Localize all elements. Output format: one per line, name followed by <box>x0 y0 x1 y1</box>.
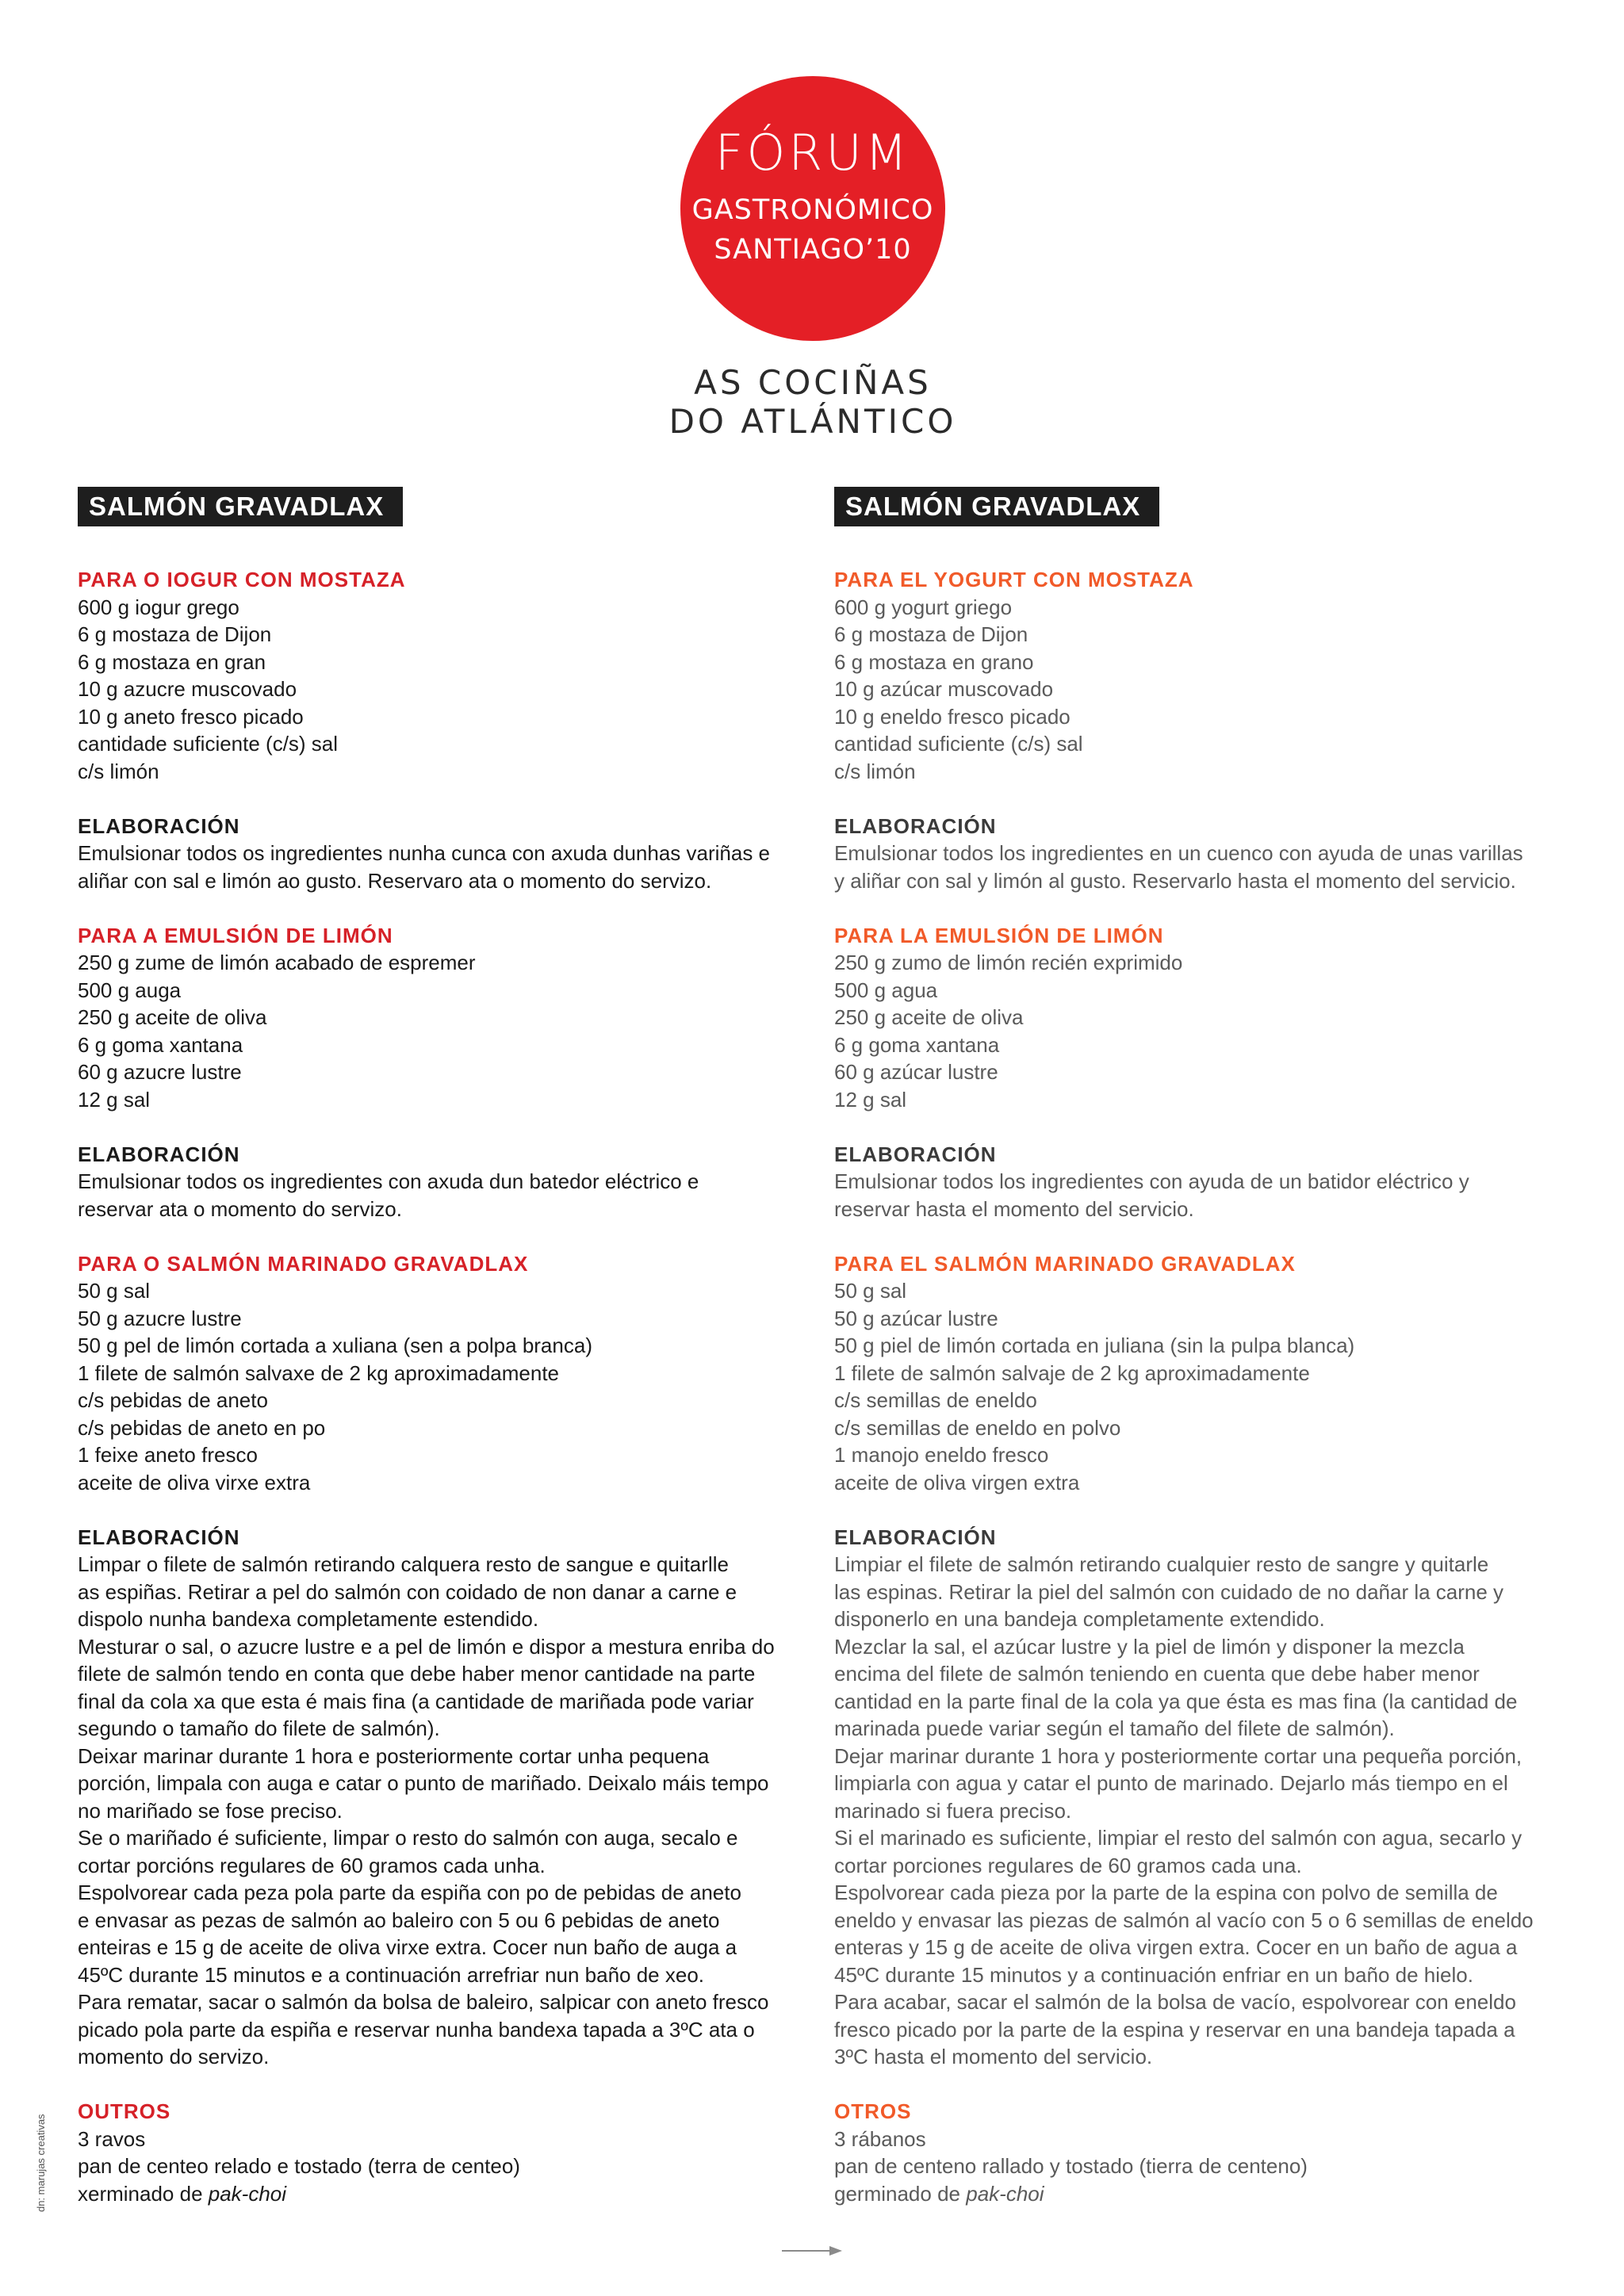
method-line: as espiñas. Retirar a pel do salmón con coidado de non danar a carne e <box>78 1579 737 1604</box>
section-heading: PARA LA EMULSIÓN DE LIMÓN <box>834 923 1164 947</box>
section-gap <box>78 894 839 922</box>
method-line: eneldo y envasar las piezas de salmón al vacío con 5 o 6 semillas de eneldo <box>834 1908 1534 1932</box>
method-line: final da cola xa que esta é mais fina (a cantidade de mariñada pode variar <box>78 1689 754 1713</box>
method-line: cantidad en la parte final de la cola ya que ésta es mas fina (la cantidad de <box>834 1689 1518 1713</box>
ingredient-line <box>78 2180 839 2208</box>
section-heading: PARA EL SALMÓN MARINADO GRAVADLAX <box>834 1251 1296 1276</box>
ingredient-line: aceite de oliva virgen extra <box>834 1470 1080 1494</box>
logo-forum-text: FÓRUM <box>714 124 911 182</box>
method-line: dispolo nunha bandexa completamente estendido. <box>78 1607 539 1631</box>
section-gap <box>834 1496 1595 1524</box>
ingredient-line: 1 manojo eneldo fresco <box>834 1443 1049 1467</box>
section-gap <box>834 2071 1595 2099</box>
ingredient-line: 250 g zume de limón acabado de espremer <box>78 951 476 974</box>
ingredient-italic-text: pak-choi <box>966 2181 1044 2206</box>
ingredient-line: 60 g azúcar lustre <box>834 1060 998 1084</box>
ingredient-text: germinado de <box>834 2181 967 2206</box>
method-line: momento do servizo. <box>78 2045 270 2068</box>
method-line: cortar porciones regulares de 60 gramos cada una. <box>834 1853 1302 1877</box>
ingredient-line: c/s semillas de eneldo en polvo <box>834 1415 1121 1440</box>
section-heading: OTROS <box>834 2099 912 2123</box>
method-heading: ELABORACIÓN <box>834 813 997 838</box>
section-gap <box>834 1223 1595 1250</box>
method-heading: ELABORACIÓN <box>78 1142 240 1166</box>
method-line: disponerlo en una bandeja completamente extendido. <box>834 1607 1325 1631</box>
ingredient-line: 600 g iogur grego <box>78 595 239 619</box>
section-gap <box>78 785 839 813</box>
method-line: las espinas. Retirar la piel del salmón con cuidado de no dañar la carne y <box>834 1579 1504 1604</box>
recipe-title-bar: SALMÓN GRAVADLAX <box>834 487 1159 526</box>
logo-gastronomico-text: GASTRONÓMICO <box>691 194 934 226</box>
ingredient-line <box>834 2180 1595 2208</box>
ingredient-line: 10 g eneldo fresco picado <box>834 704 1071 729</box>
ingredient-line: 1 feixe aneto fresco <box>78 1443 258 1467</box>
ingredient-text: xerminado de <box>78 2181 209 2206</box>
method-line: 45ºC durante 15 minutos e a continuación arrefriar nun baño de xeo. <box>78 1962 705 1987</box>
method-line: Para acabar, sacar el salmón de la bolsa de vacío, espolvorear con eneldo <box>834 1990 1516 2014</box>
ingredient-line: c/s semillas de eneldo <box>834 1388 1037 1412</box>
recipe-column-galician <box>78 487 839 2207</box>
recipe-body <box>78 566 839 2207</box>
ingredient-line: 250 g aceite de oliva <box>78 1005 267 1029</box>
method-line: Deixar marinar durante 1 hora e posteriormente cortar unha pequena <box>78 1743 710 1768</box>
method-line: Mesturar o sal, o azucre lustre e a pel de limón e dispor a mestura enriba do <box>78 1634 775 1659</box>
ingredient-line: pan de centeo relado e tostado (terra de centeo) <box>78 2154 520 2178</box>
method-line: reservar hasta el momento del servicio. <box>834 1196 1194 1221</box>
ingredient-line: cantidade suficiente (c/s) sal <box>78 732 339 756</box>
section-gap <box>78 2071 839 2099</box>
ingredient-line: 10 g azúcar muscovado <box>834 677 1054 701</box>
ingredient-line: c/s limón <box>78 759 159 783</box>
ingredient-line: 250 g zumo de limón recién exprimido <box>834 951 1183 974</box>
ingredient-line: aceite de oliva virxe extra <box>78 1470 311 1494</box>
method-heading: ELABORACIÓN <box>834 1525 997 1549</box>
method-line: Emulsionar todos os ingredientes nunha cunca con axuda dunhas variñas e <box>78 841 771 865</box>
ingredient-line: cantidad suficiente (c/s) sal <box>834 732 1083 756</box>
method-line: Emulsionar todos los ingredientes en un cuenco con ayuda de unas varillas <box>834 841 1523 865</box>
method-line: marinado si fuera preciso. <box>834 1798 1072 1823</box>
ingredient-line: 50 g pel de limón cortada a xuliana (sen a polpa branca) <box>78 1334 592 1357</box>
method-line: Emulsionar todos los ingredientes con ayuda de un batidor eléctrico y <box>834 1169 1469 1193</box>
ingredient-line: 10 g aneto fresco picado <box>78 704 304 729</box>
method-line: segundo o tamaño do filete de salmón). <box>78 1716 440 1740</box>
section-gap <box>834 894 1595 922</box>
section-heading: PARA A EMULSIÓN DE LIMÓN <box>78 923 393 947</box>
method-line: reservar ata o momento do servizo. <box>78 1196 402 1221</box>
ingredient-line: 1 filete de salmón salvaxe de 2 kg aproximadamente <box>78 1360 560 1385</box>
method-heading: ELABORACIÓN <box>834 1142 997 1166</box>
method-heading: ELABORACIÓN <box>78 1525 240 1549</box>
logo-santiago-text: SANTIAGO’10 <box>714 234 912 266</box>
section-gap <box>78 1113 839 1141</box>
subtitle-line-1: AS COCIÑAS <box>694 363 932 402</box>
recipe-column-spanish <box>834 487 1595 2207</box>
method-line: encima del filete de salmón teniendo en cuenta que debe haber menor <box>834 1662 1480 1686</box>
ingredient-line: 250 g aceite de oliva <box>834 1005 1024 1029</box>
method-line: marinada puede variar según el tamaño del filete de salmón). <box>834 1716 1395 1740</box>
subtitle-line-2: DO ATLÁNTICO <box>668 402 957 441</box>
method-line: e envasar as pezas de salmón ao baleiro con 5 ou 6 pebidas de aneto <box>78 1908 720 1932</box>
method-line: aliñar con sal e limón ao gusto. Reservaro ata o momento do servizo. <box>78 868 712 893</box>
ingredient-line: c/s pebidas de aneto en po <box>78 1415 326 1440</box>
method-line: Mezclar la sal, el azúcar lustre y la piel de limón y disponer la mezcla <box>834 1634 1465 1659</box>
ingredient-line: 50 g sal <box>834 1279 907 1303</box>
method-line: enteras y 15 g de aceite de oliva virgen extra. Cocer en un baño de agua a <box>834 1935 1518 1959</box>
method-line: Espolvorear cada pieza por la parte de la espina con polvo de semilla de <box>834 1881 1498 1904</box>
forum-logo <box>680 76 945 341</box>
recipe-body <box>834 566 1595 2207</box>
ingredient-line: 50 g sal <box>78 1279 151 1303</box>
ingredient-line: 600 g yogurt griego <box>834 595 1013 619</box>
ingredient-line: 500 g auga <box>78 978 182 1002</box>
ingredient-line: pan de centeno rallado y tostado (tierra de centeno) <box>834 2154 1308 2178</box>
method-line: Se o mariñado é suficiente, limpar o resto do salmón con auga, secalo e <box>78 1826 738 1850</box>
method-line: cortar porcións regulares de 60 gramos cada unha. <box>78 1853 546 1877</box>
ingredient-line: 3 rábanos <box>834 2126 926 2151</box>
ingredient-line: c/s limón <box>834 759 916 783</box>
ingredient-line: 6 g mostaza de Dijon <box>834 622 1028 646</box>
arrow-right-icon[interactable] <box>782 2245 842 2256</box>
method-line: Limpiar el filete de salmón retirando cualquier resto de sangre y quitarle <box>834 1552 1489 1576</box>
section-gap <box>834 1113 1595 1141</box>
ingredient-line: 6 g goma xantana <box>78 1032 243 1057</box>
method-line: Para rematar, sacar o salmón da bolsa de baleiro, salpicar con aneto fresco <box>78 1990 769 2014</box>
method-line: Dejar marinar durante 1 hora y posteriormente cortar una pequeña porción, <box>834 1743 1522 1768</box>
method-line: picado pola parte da espiña e reservar nunha bandexa tapada a 3ºC ata o <box>78 2017 755 2042</box>
method-line: enteiras e 15 g de aceite de oliva virxe extra. Cocer nun baño de auga a <box>78 1935 737 1959</box>
method-heading: ELABORACIÓN <box>78 813 240 838</box>
ingredient-line: 6 g mostaza de Dijon <box>78 622 272 646</box>
ingredient-line: 6 g mostaza en gran <box>78 649 266 674</box>
method-line: 45ºC durante 15 minutos y a continuación enfriar en un baño de hielo. <box>834 1962 1473 1987</box>
method-line: Limpar o filete de salmón retirando calquera resto de sangue e quitarlle <box>78 1552 729 1576</box>
ingredient-line: 500 g agua <box>834 978 938 1002</box>
ingredient-line: 50 g azúcar lustre <box>834 1306 998 1330</box>
method-line: y aliñar con sal y limón al gusto. Reservarlo hasta el momento del servicio. <box>834 868 1516 893</box>
ingredient-line: 50 g azucre lustre <box>78 1306 242 1330</box>
method-line: no mariñado se fose preciso. <box>78 1798 343 1823</box>
method-line: 3ºC hasta el momento del servicio. <box>834 2045 1153 2068</box>
method-line: filete de salmón tendo en conta que debe haber menor cantidade na parte <box>78 1662 756 1686</box>
ingredient-line: 3 ravos <box>78 2126 146 2151</box>
ingredient-line: 50 g piel de limón cortada en juliana (sin la pulpa blanca) <box>834 1334 1355 1357</box>
ingredient-line: 12 g sal <box>78 1087 151 1112</box>
ingredient-line: 60 g azucre lustre <box>78 1060 242 1084</box>
section-heading: OUTROS <box>78 2099 171 2123</box>
method-line: fresco picado por la parte de la espina y reservar en una bandeja tapada a <box>834 2017 1515 2042</box>
ingredient-line: 6 g goma xantana <box>834 1032 1000 1057</box>
method-line: limpiarla con agua y catar el punto de marinado. Dejarlo más tiempo en el <box>834 1771 1508 1795</box>
section-gap <box>834 785 1595 813</box>
method-line: Emulsionar todos os ingredientes con axuda dun batedor eléctrico e <box>78 1169 699 1193</box>
ingredient-line: 1 filete de salmón salvaje de 2 kg aproximadamente <box>834 1360 1310 1385</box>
method-line: Si el marinado es suficiente, limpiar el resto del salmón con agua, secarlo y <box>834 1826 1522 1850</box>
ingredient-italic-text: pak-choi <box>208 2181 287 2206</box>
section-heading: PARA EL YOGURT CON MOSTAZA <box>834 568 1194 591</box>
method-line: Espolvorear cada peza pola parte da espiña con po de pebidas de aneto <box>78 1881 741 1904</box>
recipe-title-bar: SALMÓN GRAVADLAX <box>78 487 403 526</box>
ingredient-line: c/s pebidas de aneto <box>78 1388 268 1412</box>
section-gap <box>78 1496 839 1524</box>
section-heading: PARA O SALMÓN MARINADO GRAVADLAX <box>78 1251 529 1276</box>
design-credit: dn: marujas creativas <box>35 2114 47 2212</box>
method-line: porción, limpala con auga e catar o punto de mariñado. Deixalo máis tempo <box>78 1771 769 1795</box>
ingredient-line: 6 g mostaza en grano <box>834 649 1034 674</box>
ingredient-line: 12 g sal <box>834 1087 907 1112</box>
section-heading: PARA O IOGUR CON MOSTAZA <box>78 568 406 591</box>
section-gap <box>78 1223 839 1250</box>
ingredient-line: 10 g azucre muscovado <box>78 677 297 701</box>
